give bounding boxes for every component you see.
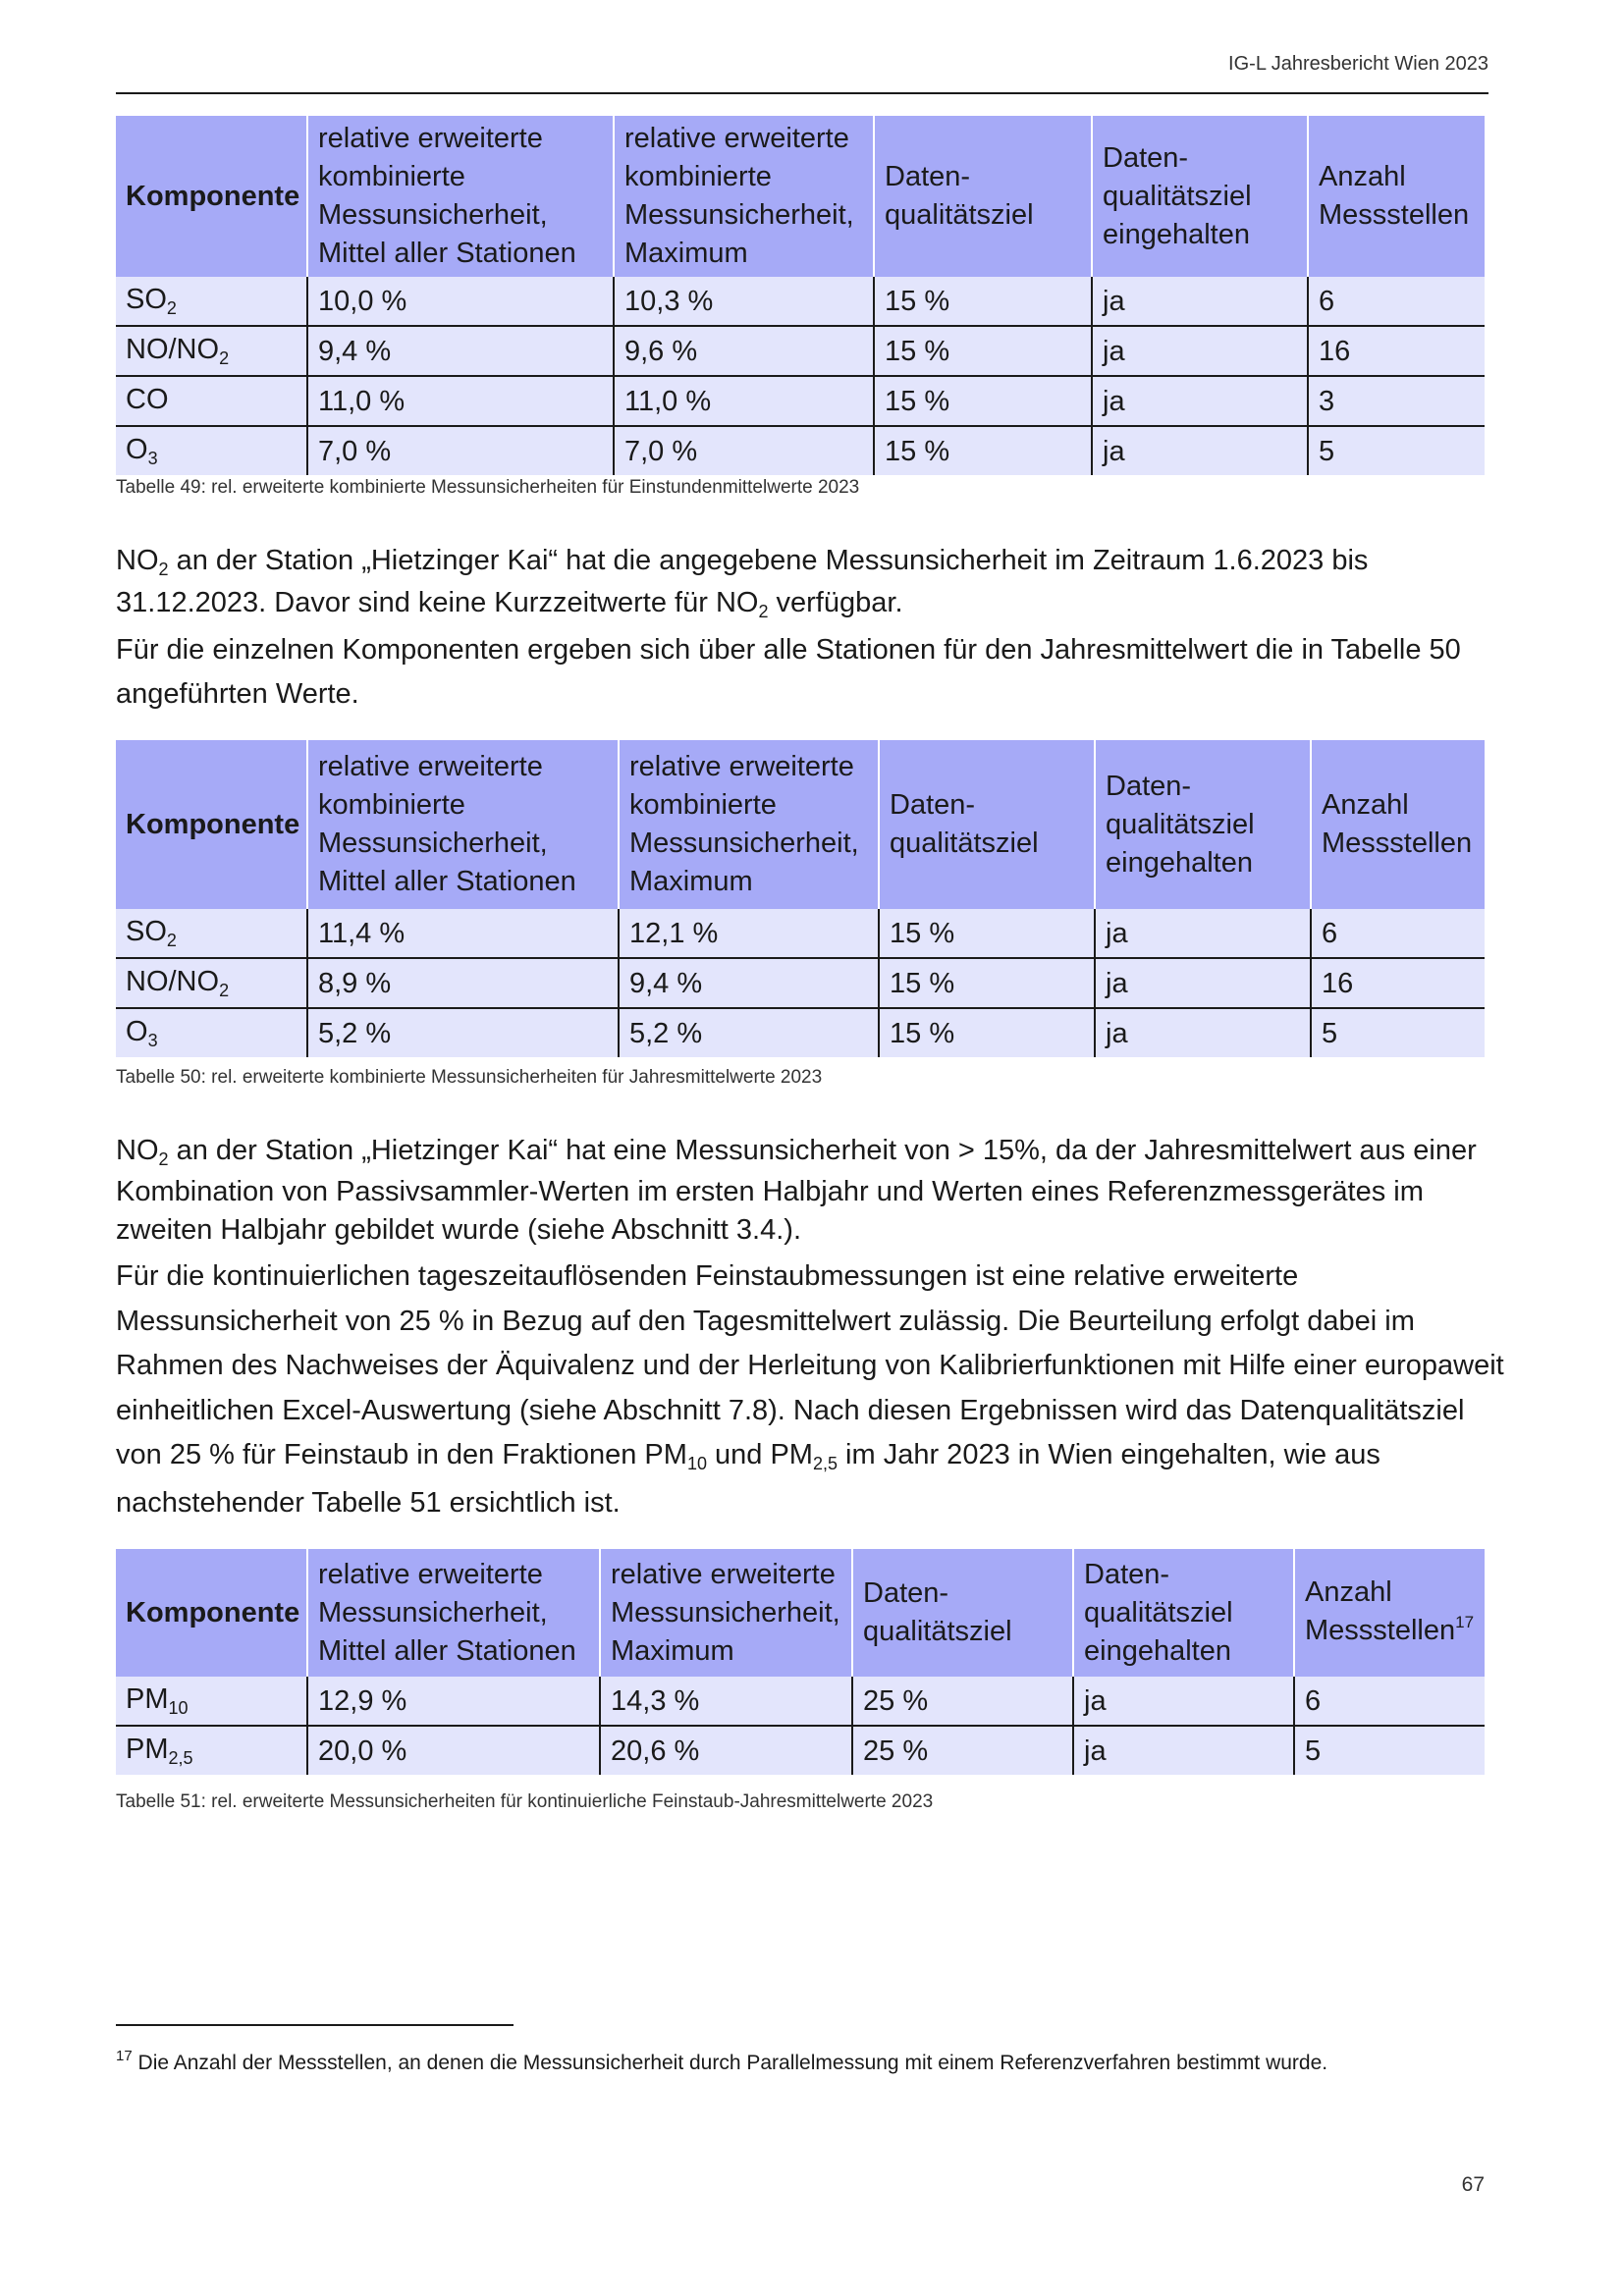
count-cell: 16 — [1308, 326, 1485, 376]
count-cell: 6 — [1294, 1677, 1485, 1726]
max-cell: 5,2 % — [619, 1008, 879, 1057]
target-cell: 15 % — [874, 426, 1092, 475]
table-50-caption: Tabelle 50: rel. erweiterte kombinierte Messunsicherheiten für Jahresmittelwerte 2023 — [116, 1067, 823, 1088]
mean-cell: 8,9 % — [307, 958, 619, 1008]
count-cell: 6 — [1311, 909, 1485, 958]
paragraph-no2-short-term: $NO_2$ an der Station „Hietzinger Kai“ hat die angegebene Messunsicherheit im Zeitraum 1.6.2023 bis 31.12.2023. Davor sind keine Kurzzeitwerte für $NO_2$ verfügbar. — [116, 545, 1369, 621]
table-51-caption: Tabelle 51: rel. erweiterte Messunsicherheiten für kontinuierliche Feinstaub-Jahresmittelwerte 2023 — [116, 1791, 934, 1812]
table-51 — [116, 1549, 1485, 1775]
met-cell: ja — [1092, 277, 1308, 326]
mean-cell: 5,2 % — [307, 1008, 619, 1057]
target-cell: 15 % — [879, 909, 1095, 958]
mean-cell: 10,0 % — [307, 277, 614, 326]
max-cell: 9,6 % — [614, 326, 874, 376]
table-row — [116, 1726, 1485, 1775]
table-49-header-max: relative erweiterte kombinierte Messunsicherheit, Maximum — [614, 116, 874, 277]
count-cell: 6 — [1308, 277, 1485, 326]
table-49-header-component: Komponente — [116, 116, 307, 277]
page-number: 67 — [1461, 2173, 1485, 2196]
met-cell: ja — [1095, 1008, 1311, 1057]
component-cell: $SO_2$ — [116, 277, 307, 326]
mean-cell: 9,4 % — [307, 326, 614, 376]
table-row — [116, 1677, 1485, 1726]
table-50-header-count: Anzahl Messstellen — [1311, 740, 1485, 909]
max-cell: 12,1 % — [619, 909, 879, 958]
paragraph-no2-hietzinger-kai: $NO_2$ an der Station „Hietzinger Kai“ hat eine Messunsicherheit von > 15%, da der Jahresmittelwert aus einer Kombination von Passivsammler-Werten im ersten Halbjahr und Werten eines Referenzmessgerätes im zweiten Halbjahr gebildet wurde (siehe Abschnitt 3.4.). — [116, 1135, 1477, 1246]
table-51-header-max: relative erweiterte Messunsicherheit, Maximum — [600, 1549, 852, 1677]
table-51-header-target: Daten-qualitätsziel — [852, 1549, 1073, 1677]
max-cell: 7,0 % — [614, 426, 874, 475]
table-row — [116, 277, 1485, 326]
target-cell: 15 % — [874, 277, 1092, 326]
met-cell: ja — [1095, 909, 1311, 958]
table-row — [116, 909, 1485, 958]
met-cell: ja — [1092, 326, 1308, 376]
target-cell: 15 % — [874, 376, 1092, 426]
table-row — [116, 426, 1485, 475]
count-cell: 3 — [1308, 376, 1485, 426]
table-row — [116, 1008, 1485, 1057]
table-51-header-component: Komponente — [116, 1549, 307, 1677]
met-cell: ja — [1092, 376, 1308, 426]
max-cell: 9,4 % — [619, 958, 879, 1008]
table-row — [116, 326, 1485, 376]
component-cell: $NO/NO_2$ — [116, 958, 307, 1008]
count-cell: 5 — [1311, 1008, 1485, 1057]
component-cell: $O_3$ — [116, 1008, 307, 1057]
mean-cell: 11,4 % — [307, 909, 619, 958]
footnote-ref: 17 — [1455, 1612, 1475, 1631]
target-cell: 25 % — [852, 1677, 1073, 1726]
met-cell: ja — [1092, 426, 1308, 475]
max-cell: 10,3 % — [614, 277, 874, 326]
running-header: IG-L Jahresbericht Wien 2023 — [116, 53, 1488, 94]
table-51-header-count: Anzahl Messstellen$^{17}$ — [1294, 1549, 1485, 1677]
footnote-divider — [116, 2024, 514, 2026]
paragraph-annual-mean: Für die einzelnen Komponenten ergeben sich über alle Stationen für den Jahresmittelwert die in Tabelle 50 angeführten Werte. — [116, 634, 1461, 710]
met-cell: ja — [1095, 958, 1311, 1008]
table-51-header-met: Daten-qualitätsziel eingehalten — [1073, 1549, 1294, 1677]
max-cell: 14,3 % — [600, 1677, 852, 1726]
paragraph-particulate-matter: Für die kontinuierlichen tageszeitauflösenden Feinstaubmessungen ist eine relative erweiterte Messunsicherheit von 25 % in Bezug auf den Tagesmittelwert zulässig. Die Beurteilung erfolgt dabei im Rahmen des Nachweises der Äquivalenz und der Herleitung von Kalibrierfunktionen mit Hilfe einer europaweit einheitlichen Excel-Auswertung (siehe Abschnitt 7.8). Nach diesen Ergebnissen wird das Datenqualitätsziel von 25 % für Feinstaub in den Fraktionen $PM_{10}$ und $PM_{2,5}$ im Jahr 2023 in Wien eingehalten, wie aus nachstehender Tabelle 51 ersichtlich ist. — [116, 1260, 1504, 1519]
mean-cell: 11,0 % — [307, 376, 614, 426]
count-cell: 5 — [1294, 1726, 1485, 1775]
component-cell: $PM_{2,5}$ — [116, 1726, 307, 1775]
component-cell: $O_3$ — [116, 426, 307, 475]
mean-cell: 7,0 % — [307, 426, 614, 475]
table-49-header-target: Daten-qualitätsziel — [874, 116, 1092, 277]
table-49-header-met: Daten-qualitätsziel eingehalten — [1092, 116, 1308, 277]
mean-cell: 12,9 % — [307, 1677, 600, 1726]
component-cell: $PM_{10}$ — [116, 1677, 307, 1726]
target-cell: 15 % — [879, 958, 1095, 1008]
table-50-header-target: Daten-qualitätsziel — [879, 740, 1095, 909]
target-cell: 15 % — [874, 326, 1092, 376]
target-cell: 15 % — [879, 1008, 1095, 1057]
table-50 — [116, 740, 1485, 1057]
table-49-header-count: Anzahl Messstellen — [1308, 116, 1485, 277]
table-row — [116, 958, 1485, 1008]
met-cell: ja — [1073, 1726, 1294, 1775]
table-49-caption: Tabelle 49: rel. erweiterte kombinierte Messunsicherheiten für Einstundenmittelwerte 2023 — [116, 477, 860, 498]
target-cell: 25 % — [852, 1726, 1073, 1775]
footnote: $^{17}$ Die Anzahl der Messstellen, an denen die Messunsicherheit durch Parallelmessung mit einem Referenzverfahren bestimmt wurde. — [116, 2048, 1328, 2074]
count-cell: 5 — [1308, 426, 1485, 475]
table-50-header-component: Komponente — [116, 740, 307, 909]
component-cell: $SO_2$ — [116, 909, 307, 958]
max-cell: 11,0 % — [614, 376, 874, 426]
met-cell: ja — [1073, 1677, 1294, 1726]
table-50-header-max: relative erweiterte kombinierte Messunsicherheit, Maximum — [619, 740, 879, 909]
component-cell: $NO/NO_2$ — [116, 326, 307, 376]
max-cell: 20,6 % — [600, 1726, 852, 1775]
mean-cell: 20,0 % — [307, 1726, 600, 1775]
table-49-header-mean: relative erweiterte kombinierte Messunsicherheit, Mittel aller Stationen — [307, 116, 614, 277]
table-50-header-mean: relative erweiterte kombinierte Messunsicherheit, Mittel aller Stationen — [307, 740, 619, 909]
component-cell: CO — [116, 376, 307, 426]
table-49 — [116, 116, 1485, 475]
count-cell: 16 — [1311, 958, 1485, 1008]
table-row — [116, 376, 1485, 426]
table-51-header-mean: relative erweiterte Messunsicherheit, Mittel aller Stationen — [307, 1549, 600, 1677]
table-50-header-met: Daten-qualitätsziel eingehalten — [1095, 740, 1311, 909]
